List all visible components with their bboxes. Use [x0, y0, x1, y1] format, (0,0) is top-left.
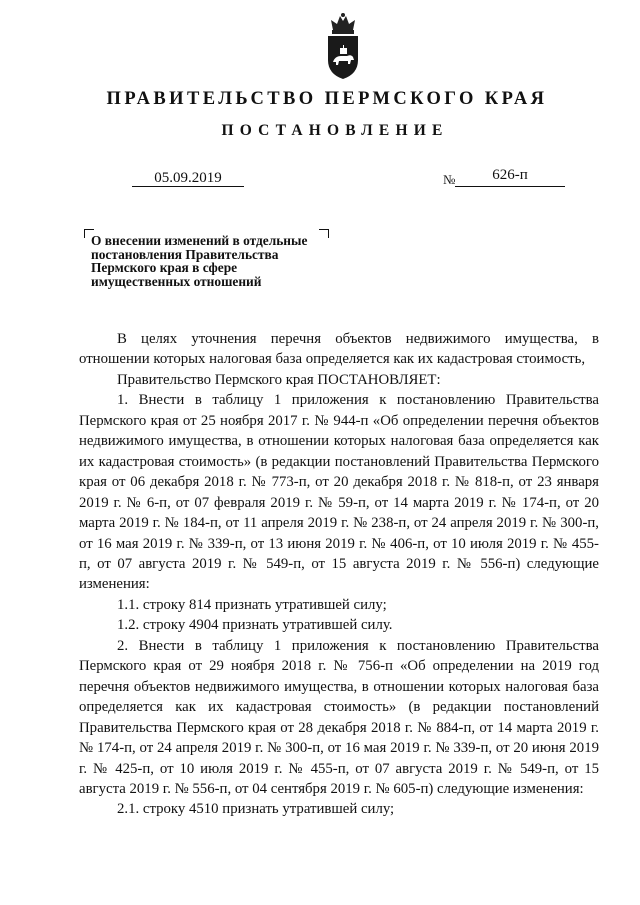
item-1-2-paragraph: 1.2. строку 4904 признать утратившей силу.	[117, 617, 393, 634]
subject-line: постановления Правительства	[91, 246, 279, 262]
government-title: ПРАВИТЕЛЬСТВО ПЕРМСКОГО КРАЯ	[106, 89, 548, 109]
item-2-paragraph: 2. Внести в таблицу 1 приложения к постановлению Правительства Пермского края от 29 ноября 2018 г. № 756-п «Об определении на 2019 год перечня объектов недвижимого имущества, в отношении которых налоговая база определяется как их кадастровая стоимость» (в редакции постановлений Правительства Пермского края от 28 декабря 2018 г. № 884-п, от 14 марта 2019 г. № 174-п, от 24 апреля 2019 г. № 300-п, от 16 мая 2019 г. № 339-п, от 20 июня 2019 г. № 425-п, от 10 июля 2019 г. № 455-п, от 07 августа 2019 г. № 549-п, от 15 августа 2019 г. № 556-п, от 04 сентября 2019 г. № 605-п) следующие изменения:	[79, 637, 599, 797]
document-type: ПОСТАНОВЛЕНИЕ	[221, 122, 449, 139]
perm-krai-coat-of-arms-icon	[323, 12, 363, 80]
subject-line: Пермского края в сфере	[91, 260, 238, 276]
document-date: 05.09.2019	[132, 171, 244, 187]
number-sign: №	[443, 172, 456, 187]
document-subject	[91, 234, 351, 288]
item-2-1-paragraph: 2.1. строку 4510 признать утратившей силу;	[117, 801, 395, 818]
item-1-1-paragraph: 1.1. строку 814 признать утратившей силу;	[117, 596, 387, 613]
item-1-paragraph: 1. Внести в таблицу 1 приложения к постановлению Правительства Пермского края от 25 ноября 2017 г. № 944-п «Об определении перечня объектов недвижимого имущества, в отношении которых налоговая база определяется как их кадастровая стоимость» (в редакции постановлений Правительства Пермского края от 06 декабря 2018 г. № 773-п, от 20 декабря 2018 г. № 818-п, от 23 января 2019 г. № 6-п, от 07 февраля 2019 г. № 59-п, от 14 марта 2019 г. № 174-п, от 20 марта 2019 г. № 184-п, от 11 апреля 2019 г. № 238-п, от 24 апреля 2019 г. № 300-п, от 16 мая 2019 г. № 339-п, от 13 июня 2019 г. № 406-п, от 10 июля 2019 г. № 455-п, от 07 августа 2019 г. № 549-п, от 15 августа 2019 г. № 556-п) следующие изменения:	[79, 392, 599, 593]
resolve-paragraph: Правительство Пермского края ПОСТАНОВЛЯЕТ:	[117, 371, 441, 388]
subject-line: О внесении изменений в отдельные	[91, 233, 308, 248]
subject-line: имущественных отношений	[91, 273, 262, 289]
document-number: 626-п	[455, 167, 565, 187]
preamble-paragraph: В целях уточнения перечня объектов недвижимого имущества, в отношении которых налоговая база определяется как их кадастровая стоимость,	[79, 331, 599, 368]
document-body	[79, 329, 599, 820]
